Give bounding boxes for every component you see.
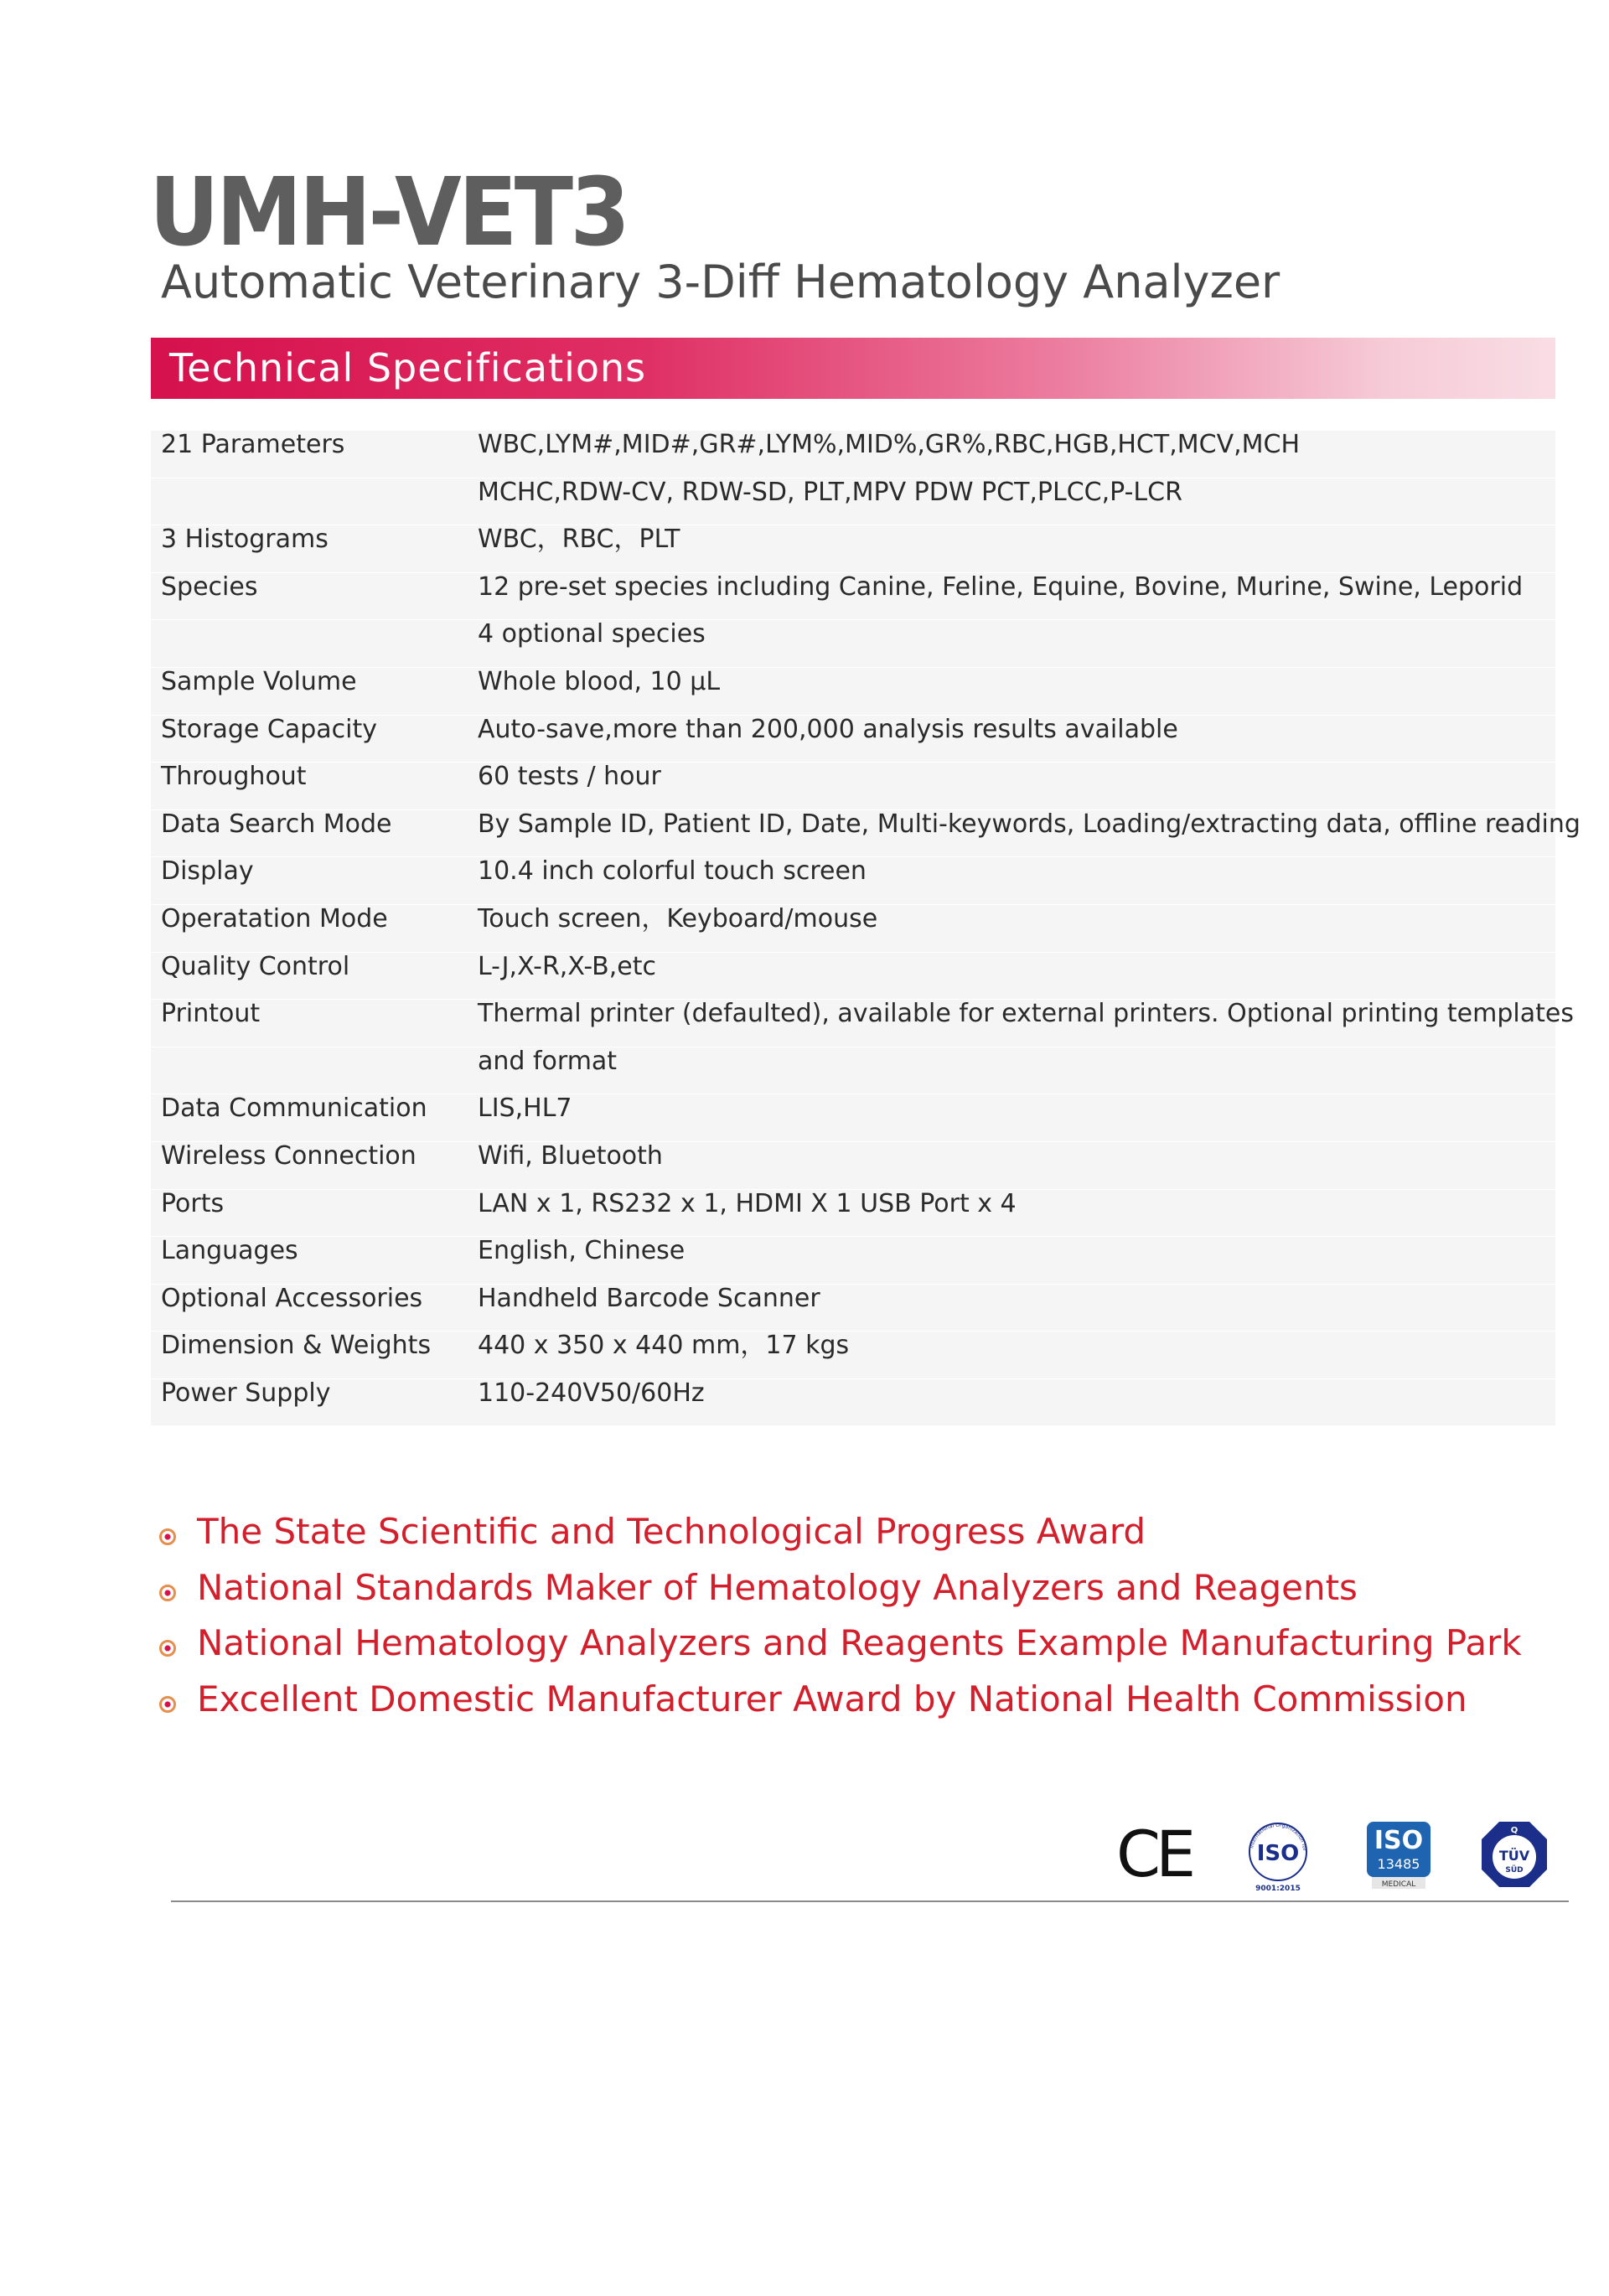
section-banner — [151, 338, 1555, 399]
spec-row — [151, 1285, 1555, 1332]
spec-row — [151, 763, 1555, 810]
spec-value: L-J,X-R,X-B,etc — [478, 951, 656, 981]
spec-row — [151, 525, 1555, 573]
spec-row — [151, 857, 1555, 905]
spec-label: 21 Parameters — [161, 430, 345, 459]
iso13485-number: 13485 — [1377, 1856, 1420, 1872]
award-text: The State Scientific and Technological Progress Award — [197, 1511, 1146, 1552]
spec-value: 10.4 inch colorful touch screen — [478, 856, 867, 887]
iso-9001-logo — [1240, 1818, 1316, 1894]
section-title: Technical Specifications — [169, 345, 647, 390]
spec-label: Display — [161, 856, 254, 887]
spec-label: Printout — [161, 999, 261, 1029]
spec-line — [151, 620, 1555, 668]
spec-value: 440 x 350 x 440 mm，17 kgs — [478, 1331, 850, 1361]
spec-line — [151, 716, 1555, 763]
spec-line — [151, 525, 1555, 573]
spec-line — [151, 1142, 1555, 1190]
tuv-top-letter: Q — [1510, 1826, 1518, 1835]
spec-row — [151, 431, 1555, 525]
spec-value: 4 optional species — [478, 619, 706, 649]
spec-line — [151, 999, 1574, 1047]
spec-label: Operatation Mode — [161, 903, 388, 933]
ce-mark: CE — [1116, 1817, 1192, 1891]
spec-value: 60 tests / hour — [478, 762, 661, 792]
spec-line — [151, 809, 1581, 858]
spec-value: Wifi, Bluetooth — [478, 1140, 663, 1171]
certification-logos — [1106, 1818, 1559, 1894]
spec-line — [151, 1379, 1555, 1427]
spec-line — [151, 668, 1555, 716]
spec-label: Wireless Connection — [161, 1140, 416, 1171]
iso-code-text: 9001:2015 — [1255, 1885, 1301, 1893]
spec-line — [151, 573, 1555, 621]
award-text: Excellent Domestic Manufacturer Award by National Health Commission — [197, 1678, 1467, 1719]
spec-value: Handheld Barcode Scanner — [478, 1283, 820, 1313]
spec-value: English, Chinese — [478, 1236, 686, 1266]
spec-label: 3 Histograms — [161, 525, 329, 555]
spec-line — [151, 763, 1555, 810]
tuv-mark: TÜV — [1498, 1848, 1530, 1864]
spec-label: Data Communication — [161, 1094, 427, 1124]
spec-value: Touch screen，Keyboard/mouse — [478, 903, 878, 933]
spec-label: Ports — [161, 1188, 225, 1218]
spec-label: Optional Accessories — [161, 1283, 423, 1313]
spec-row — [151, 1094, 1555, 1142]
spec-label: Data Search Mode — [161, 809, 392, 839]
spec-row — [151, 809, 1581, 858]
spec-value: 110-240V50/60Hz — [478, 1378, 705, 1408]
model-name: UMH-VET3 — [149, 158, 628, 267]
tuv-sub: SÜD — [1505, 1866, 1524, 1875]
circle-bullet-icon — [159, 1528, 176, 1545]
spec-value: Whole blood, 10 μL — [478, 666, 721, 696]
circle-bullet-icon — [159, 1585, 176, 1601]
spec-line — [151, 1047, 1555, 1095]
spec-value: MCHC,RDW-CV, RDW-SD, PLT,MPV PDW PCT,PLCC,P-LCR — [478, 477, 1182, 507]
spec-row — [151, 953, 1555, 1001]
spec-label: Dimension & Weights — [161, 1331, 432, 1361]
circle-bullet-icon — [159, 1696, 176, 1713]
iso-mark-text: ISO — [1256, 1841, 1300, 1866]
spec-row — [151, 573, 1555, 668]
spec-row — [151, 1332, 1555, 1379]
tuv-sud-logo — [1478, 1818, 1550, 1890]
spec-value: 12 pre-set species including Canine, Feline, Equine, Bovine, Murine, Swine, Leporid — [478, 571, 1524, 602]
product-subtitle: Automatic Veterinary 3-Diff Hematology Analyzer — [161, 256, 1280, 308]
spec-value: WBC,LYM#,MID#,GR#,LYM%,MID%,GR%,RBC,HGB,HCT,MCV,MCH — [478, 430, 1301, 459]
spec-row — [151, 668, 1555, 716]
spec-row — [151, 716, 1555, 763]
spec-line — [151, 1094, 1555, 1142]
spec-label: Power Supply — [161, 1378, 331, 1408]
spec-label: Throughout — [161, 762, 307, 792]
spec-row — [151, 999, 1574, 1094]
spec-value: and format — [478, 1046, 618, 1076]
spec-row — [151, 905, 1555, 953]
spec-line — [151, 857, 1555, 905]
spec-line — [151, 478, 1555, 526]
spec-value: WBC，RBC，PLT — [478, 525, 680, 555]
spec-label: Sample Volume — [161, 666, 357, 696]
spec-value: Auto-save,more than 200,000 analysis results available — [478, 714, 1178, 744]
spec-label: Species — [161, 571, 258, 602]
award-text: National Standards Maker of Hematology Analyzers and Reagents — [197, 1566, 1358, 1608]
iso-ring-text: International Organization for — [1249, 1822, 1307, 1852]
spec-line — [151, 1285, 1555, 1332]
spec-label: Quality Control — [161, 951, 350, 981]
spec-line — [151, 1190, 1555, 1238]
spec-line — [151, 431, 1555, 478]
spec-table — [151, 430, 1581, 1426]
spec-value: LIS,HL7 — [478, 1094, 572, 1124]
spec-line — [151, 1237, 1555, 1285]
iso-13485-logo — [1365, 1820, 1432, 1890]
spec-row — [151, 1142, 1555, 1190]
spec-value: LAN x 1, RS232 x 1, HDMI X 1 USB Port x 4 — [478, 1188, 1017, 1218]
spec-value: By Sample ID, Patient ID, Date, Multi-keywords, Loading/extracting data, offline reading — [478, 809, 1581, 839]
award-text: National Hematology Analyzers and Reagents Example Manufacturing Park — [197, 1622, 1522, 1663]
spec-line — [151, 953, 1555, 1001]
spec-row — [151, 1190, 1555, 1238]
circle-bullet-icon — [159, 1640, 176, 1657]
spec-line — [151, 1332, 1555, 1379]
spec-row — [151, 1379, 1555, 1427]
spec-row — [151, 1237, 1555, 1285]
spec-label: Storage Capacity — [161, 714, 378, 744]
spec-value: Thermal printer (defaulted), available for external printers. Optional printing templates — [478, 999, 1574, 1029]
spec-line — [151, 905, 1555, 953]
iso13485-caption: MEDICAL — [1381, 1880, 1416, 1889]
footer-rule — [171, 1900, 1569, 1902]
iso13485-mark: ISO — [1374, 1826, 1424, 1855]
spec-label: Languages — [161, 1236, 298, 1266]
